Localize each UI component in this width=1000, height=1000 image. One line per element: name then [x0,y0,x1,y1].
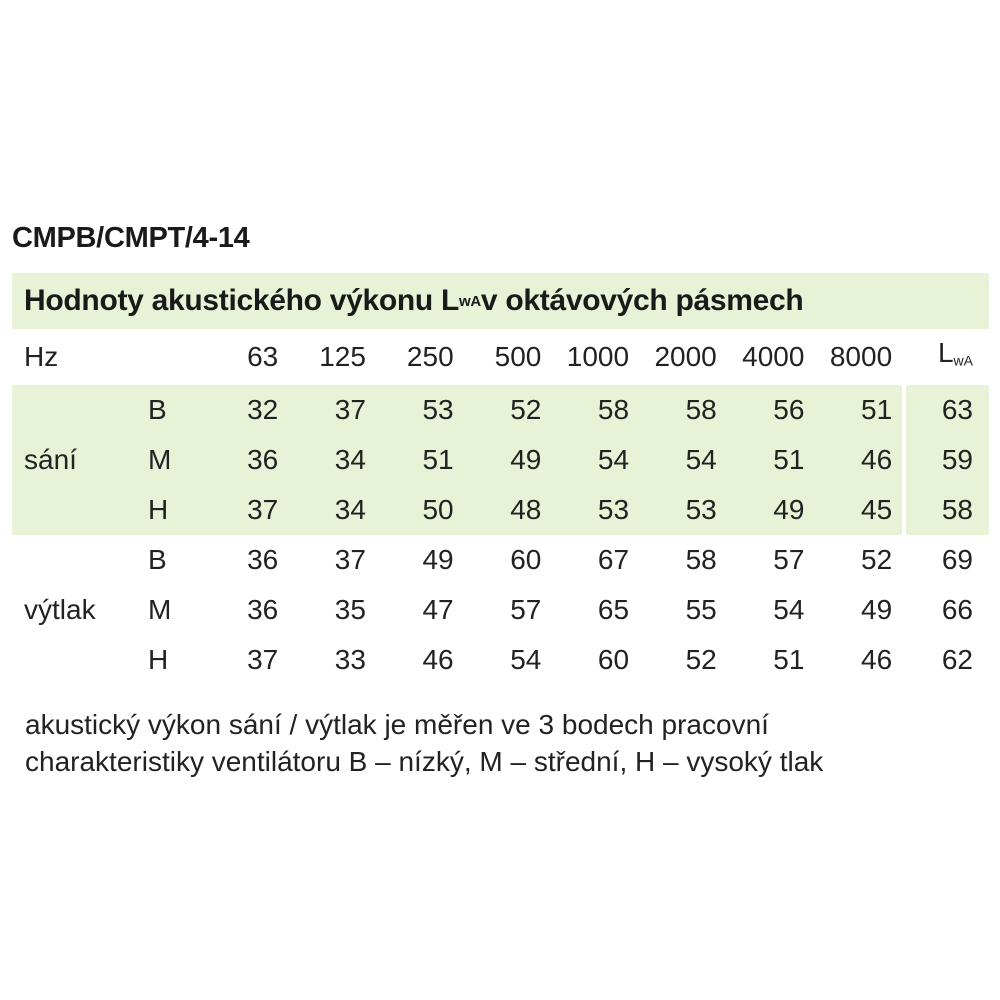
acoustic-table-container [12,273,989,685]
value-cell: 53 [551,485,639,535]
table-heading-rest: v oktávových pásmech [480,284,804,317]
freq-header: 8000 [829,340,893,372]
value-cell: 46 [814,435,902,485]
value-cell: 37 [201,485,289,535]
value-cell: 52 [861,543,893,575]
value-cell: 36 [201,435,289,485]
value-cell: 58 [639,385,727,435]
group-label-sani: sání [12,385,138,535]
value-cell: 56 [727,385,815,435]
value-cell: 67 [597,543,630,575]
acoustic-power-table [12,329,989,685]
value-cell: 54 [773,593,805,625]
value-cell: 52 [685,643,717,675]
model-title: CMPB/CMPT/4-14 [12,222,250,254]
table-heading-sub: wA [459,292,481,310]
frequency-header-row [12,329,989,385]
total-header [906,329,989,385]
table-row [12,435,989,485]
freq-header: 1000 [566,340,630,372]
value-cell: 51 [727,435,815,485]
value-cell: 45 [814,485,902,535]
value-cell: 60 [510,543,542,575]
value-cell: 49 [861,593,893,625]
freq-header: 4000 [742,340,805,372]
value-cell: 36 [247,593,279,625]
value-cell: 33 [334,643,366,675]
level-header-blank [138,329,201,385]
note-line-1: akustický výkon sání / výtlak je měřen ve 3 bodech pracovní [25,709,769,740]
level-label: H [138,485,201,535]
value-cell: 52 [464,385,552,435]
freq-header: 125 [319,340,366,372]
freq-header: 500 [494,340,542,372]
total-cell: 69 [941,543,973,575]
value-cell: 53 [639,485,727,535]
total-cell: 58 [906,485,989,535]
total-cell: 59 [906,435,989,485]
value-cell: 37 [288,385,376,435]
value-cell: 51 [376,435,464,485]
value-cell: 55 [685,593,717,625]
value-cell: 54 [639,435,727,485]
freq-header: 63 [247,340,279,372]
level-label: M [148,593,172,625]
level-label: M [138,435,201,485]
level-label: B [138,385,201,435]
value-cell: 37 [334,543,366,575]
table-row [12,535,989,585]
value-cell: 49 [464,435,552,485]
group-label-vytlak: výtlak [24,593,96,625]
value-cell: 35 [334,593,366,625]
total-cell: 66 [941,593,973,625]
total-cell: 63 [906,385,989,435]
measurement-note [25,706,985,780]
total-header-main: L [937,337,954,368]
level-label: B [148,543,167,575]
table-heading-main: Hodnoty akustického výkonu L [24,284,460,317]
value-cell: 50 [376,485,464,535]
value-cell: 60 [597,643,630,675]
freq-header: 250 [406,340,454,372]
table-row [12,485,989,535]
value-cell: 54 [551,435,639,485]
total-header-sub: wA [953,352,973,369]
hz-label: Hz [24,340,59,372]
value-cell: 46 [861,643,893,675]
value-cell: 54 [510,643,542,675]
table-row [12,585,989,635]
value-cell: 53 [376,385,464,435]
value-cell: 34 [288,485,376,535]
freq-header: 2000 [654,340,717,372]
value-cell: 51 [814,385,902,435]
value-cell: 57 [510,593,542,625]
value-cell: 34 [288,435,376,485]
value-cell: 58 [551,385,639,435]
value-cell: 46 [422,643,454,675]
value-cell: 51 [773,643,805,675]
value-cell: 37 [247,643,279,675]
value-cell: 49 [422,543,454,575]
value-cell: 47 [422,593,454,625]
value-cell: 65 [597,593,630,625]
table-row [12,385,989,435]
value-cell: 36 [247,543,279,575]
value-cell: 58 [685,543,717,575]
table-heading [12,273,989,329]
level-label: H [148,643,169,675]
value-cell: 48 [464,485,552,535]
value-cell: 49 [727,485,815,535]
total-cell: 62 [941,643,973,675]
value-cell: 32 [201,385,289,435]
note-line-2: charakteristiky ventilátoru B – nízký, M – střední, H – vysoký tlak [25,746,824,777]
table-row [12,635,989,685]
value-cell: 57 [773,543,805,575]
